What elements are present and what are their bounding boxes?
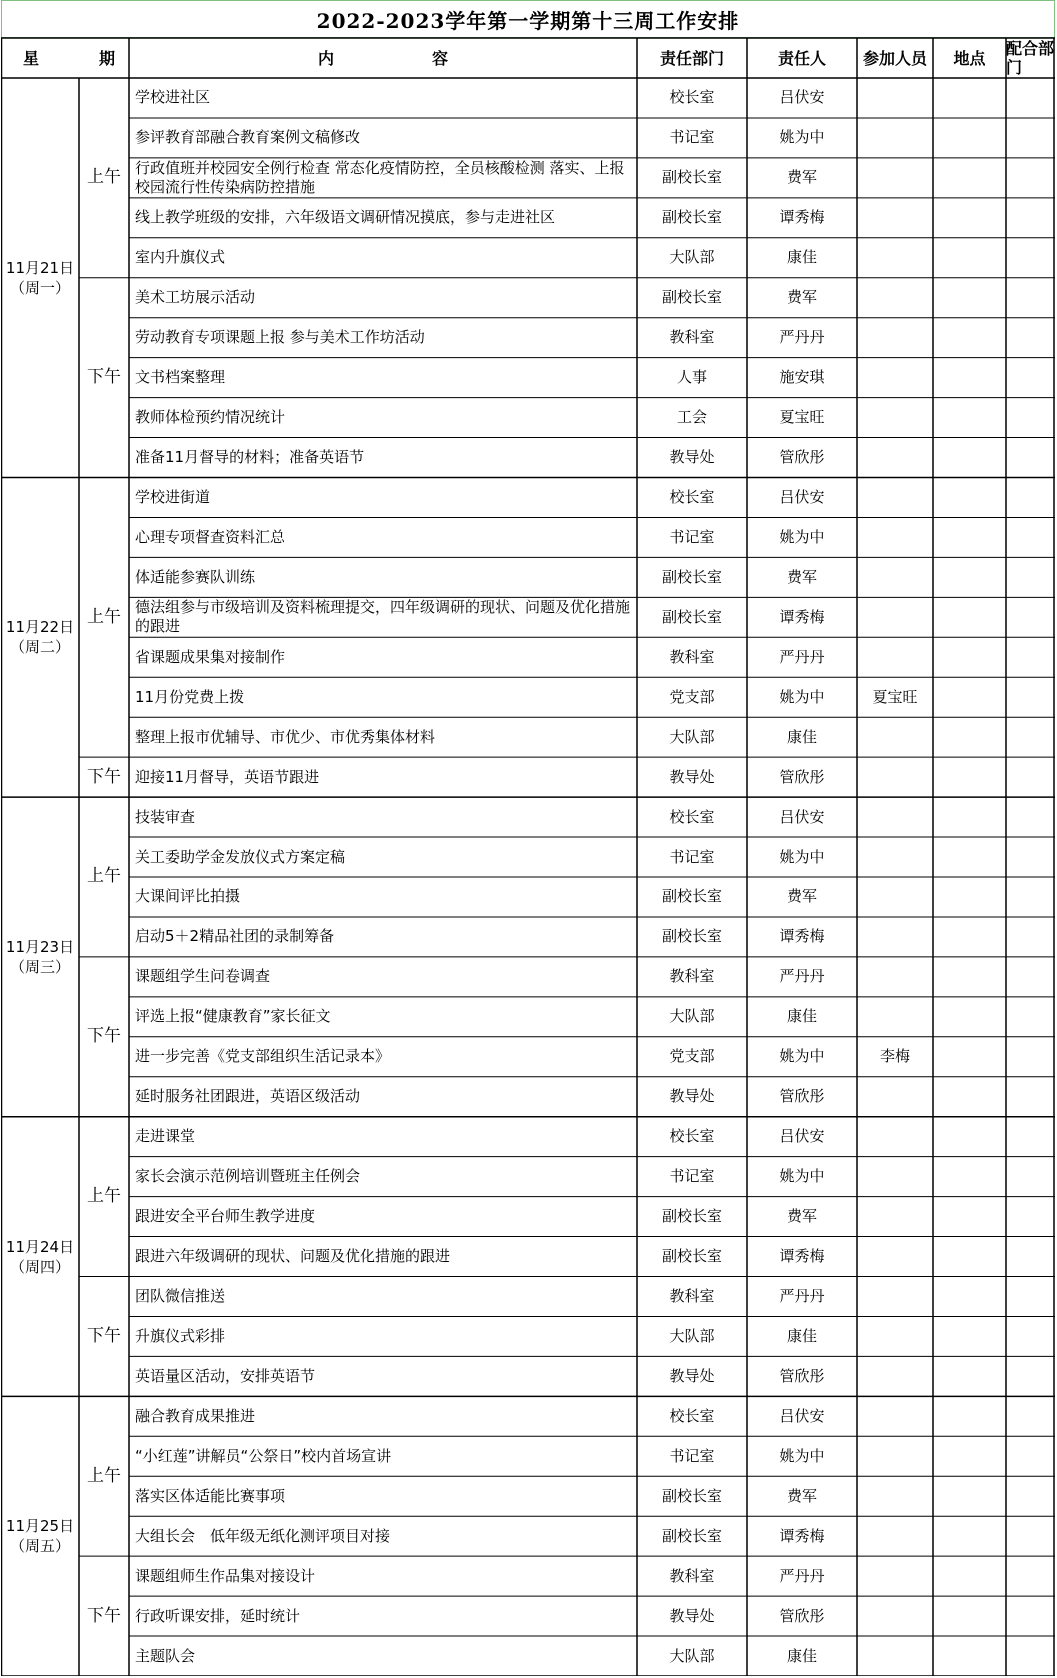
task-content: 课题组师生作品集对接设计 bbox=[135, 1566, 316, 1585]
period-label: 上午 bbox=[87, 606, 121, 627]
task-person: 夏宝旺 bbox=[779, 408, 825, 427]
task-dept: 副校长室 bbox=[661, 1207, 722, 1226]
task-content: 线上教学班级的安排，六年级语文调研情况摸底，参与走进社区 bbox=[135, 208, 556, 227]
task-person: 康佳 bbox=[786, 1007, 817, 1026]
task-person: 管欣彤 bbox=[779, 1087, 825, 1106]
task-person: 吕伏安 bbox=[779, 1406, 825, 1425]
task-person: 姚为中 bbox=[779, 687, 825, 706]
task-dept: 教科室 bbox=[669, 647, 715, 666]
task-dept: 教科室 bbox=[669, 1286, 715, 1305]
task-content: 关工委助学金发放仪式方案定稿 bbox=[135, 847, 346, 866]
day-date: 11月23日 bbox=[5, 937, 75, 956]
day-weekday: （周四） bbox=[9, 1257, 70, 1276]
day-weekday: （周五） bbox=[9, 1537, 70, 1556]
table-grid bbox=[1, 0, 1055, 1676]
day-weekday: （周二） bbox=[9, 638, 70, 657]
day-date: 11月24日 bbox=[5, 1237, 75, 1256]
task-person: 费军 bbox=[786, 887, 817, 906]
task-participants: 李梅 bbox=[879, 1047, 910, 1066]
task-dept: 书记室 bbox=[669, 1167, 715, 1186]
task-person: 费军 bbox=[786, 1486, 817, 1505]
task-content: 大组长会 低年级无纸化测评项目对接 bbox=[135, 1526, 391, 1545]
task-person: 严丹丹 bbox=[779, 647, 825, 666]
task-content: 主题队会 bbox=[135, 1646, 196, 1665]
task-person: 康佳 bbox=[786, 248, 817, 267]
task-content: 评选上报“健康教育”家长征文 bbox=[135, 1007, 331, 1026]
period-label: 下午 bbox=[87, 1605, 121, 1626]
task-content: 走进课堂 bbox=[135, 1127, 196, 1146]
task-content: 整理上报市优辅导、市优少、市优秀集体材料 bbox=[135, 727, 436, 746]
task-dept: 大队部 bbox=[669, 1326, 715, 1345]
page-title: 2022-2023学年第一学期第十三周工作安排 bbox=[1, 0, 1055, 38]
period-label: 上午 bbox=[87, 1465, 121, 1486]
day-date: 11月22日 bbox=[5, 618, 75, 637]
task-dept: 党支部 bbox=[669, 1047, 715, 1066]
task-dept: 人事 bbox=[676, 368, 707, 387]
task-content: 教师体检预约情况统计 bbox=[135, 408, 286, 427]
day-weekday: （周三） bbox=[9, 957, 70, 976]
task-dept: 书记室 bbox=[669, 847, 715, 866]
task-dept: 教科室 bbox=[669, 328, 715, 347]
period-label: 下午 bbox=[87, 766, 121, 787]
task-content: 心理专项督查资料汇总 bbox=[135, 527, 286, 546]
header-week-char-2: 期 bbox=[98, 48, 115, 68]
task-content: 行政听课安排，延时统计 bbox=[135, 1606, 301, 1625]
task-content: “小红莲”讲解员“公祭日”校内首场宣讲 bbox=[135, 1446, 392, 1465]
task-dept: 教科室 bbox=[669, 967, 715, 986]
task-content: 升旗仪式彩排 bbox=[135, 1326, 226, 1345]
header-week-char-1: 星 bbox=[23, 48, 40, 68]
task-participants: 夏宝旺 bbox=[872, 687, 918, 706]
task-content: 准备11月督导的材料；准备英语节 bbox=[135, 448, 365, 467]
task-content: 省课题成果集对接制作 bbox=[135, 647, 286, 666]
task-content: 文书档案整理 bbox=[135, 368, 226, 387]
task-dept: 校长室 bbox=[669, 1406, 715, 1425]
task-dept: 教导处 bbox=[669, 1606, 715, 1625]
task-content: 落实区体适能比赛事项 bbox=[135, 1486, 286, 1505]
task-person: 吕伏安 bbox=[779, 487, 825, 506]
task-content: 劳动教育专项课题上报 参与美术工作坊活动 bbox=[135, 328, 425, 347]
task-content: 体适能参赛队训练 bbox=[135, 567, 256, 586]
header-coop: 配合部门 bbox=[1006, 39, 1055, 77]
task-content: 美术工坊展示活动 bbox=[135, 288, 256, 307]
task-dept: 教导处 bbox=[669, 448, 715, 467]
task-dept: 书记室 bbox=[669, 1446, 715, 1465]
task-person: 吕伏安 bbox=[779, 88, 825, 107]
task-dept: 大队部 bbox=[669, 727, 715, 746]
task-dept: 副校长室 bbox=[661, 927, 722, 946]
task-person: 施安琪 bbox=[779, 368, 825, 387]
day-date: 11月25日 bbox=[5, 1517, 75, 1536]
task-person: 费军 bbox=[786, 168, 817, 187]
header-person: 责任人 bbox=[777, 48, 826, 68]
task-person: 吕伏安 bbox=[779, 807, 825, 826]
task-dept: 校长室 bbox=[669, 807, 715, 826]
task-content: 融合教育成果推进 bbox=[135, 1406, 256, 1425]
task-person: 费军 bbox=[786, 1207, 817, 1226]
task-person: 费军 bbox=[786, 288, 817, 307]
task-person: 姚为中 bbox=[779, 1446, 825, 1465]
header-participants: 参加人员 bbox=[862, 48, 927, 68]
task-person: 康佳 bbox=[786, 1646, 817, 1665]
header-content-char-1: 内 bbox=[317, 48, 334, 68]
task-dept: 副校长室 bbox=[661, 887, 722, 906]
day-weekday: （周一） bbox=[9, 278, 70, 297]
task-dept: 大队部 bbox=[669, 1007, 715, 1026]
task-person: 管欣彤 bbox=[779, 448, 825, 467]
task-content: 跟进六年级调研的现状、问题及优化措施的跟进 bbox=[135, 1247, 451, 1266]
task-content: 进一步完善《党支部组织生活记录本》 bbox=[135, 1047, 391, 1066]
task-dept: 书记室 bbox=[669, 527, 715, 546]
task-content: 家长会演示范例培训暨班主任例会 bbox=[135, 1167, 361, 1186]
task-person: 姚为中 bbox=[779, 847, 825, 866]
task-content: 学校进社区 bbox=[135, 88, 211, 107]
day-date: 11月21日 bbox=[5, 258, 75, 277]
task-person: 严丹丹 bbox=[779, 328, 825, 347]
task-person: 严丹丹 bbox=[779, 967, 825, 986]
task-content: 技装审查 bbox=[135, 807, 196, 826]
task-dept: 副校长室 bbox=[661, 1526, 722, 1545]
task-content: 英语量区活动，安排英语节 bbox=[135, 1366, 316, 1385]
task-dept: 副校长室 bbox=[661, 168, 722, 187]
task-person: 康佳 bbox=[786, 1326, 817, 1345]
task-content: 德法组参与市级培训及资料梳理提交，四年级调研的现状、问题及优化措施的跟进 bbox=[135, 598, 631, 636]
task-dept: 大队部 bbox=[669, 248, 715, 267]
period-label: 上午 bbox=[87, 866, 121, 887]
task-dept: 校长室 bbox=[669, 487, 715, 506]
task-person: 姚为中 bbox=[779, 1167, 825, 1186]
task-person: 谭秀梅 bbox=[779, 607, 825, 626]
header-content-char-2: 容 bbox=[431, 48, 448, 68]
task-dept: 书记室 bbox=[669, 128, 715, 147]
header-location: 地点 bbox=[953, 48, 986, 68]
period-label: 上午 bbox=[87, 167, 121, 188]
task-content: 学校进街道 bbox=[135, 487, 211, 506]
task-dept: 大队部 bbox=[669, 1646, 715, 1665]
task-person: 吕伏安 bbox=[779, 1127, 825, 1146]
task-person: 严丹丹 bbox=[779, 1566, 825, 1585]
task-person: 姚为中 bbox=[779, 128, 825, 147]
task-content: 课题组学生问卷调查 bbox=[135, 967, 271, 986]
task-dept: 校长室 bbox=[669, 1127, 715, 1146]
task-dept: 教导处 bbox=[669, 1366, 715, 1385]
task-person: 管欣彤 bbox=[779, 1606, 825, 1625]
task-content: 参评教育部融合教育案例文稿修改 bbox=[135, 128, 361, 147]
task-person: 管欣彤 bbox=[779, 1366, 825, 1385]
task-dept: 校长室 bbox=[669, 88, 715, 107]
task-dept: 教导处 bbox=[669, 1087, 715, 1106]
task-person: 姚为中 bbox=[779, 527, 825, 546]
task-content: 延时服务社团跟进，英语区级活动 bbox=[135, 1087, 361, 1106]
period-label: 上午 bbox=[87, 1186, 121, 1207]
schedule-sheet bbox=[1, 0, 1055, 1676]
task-person: 费军 bbox=[786, 567, 817, 586]
period-label: 下午 bbox=[87, 1026, 121, 1047]
task-content: 团队微信推送 bbox=[135, 1286, 226, 1305]
task-person: 严丹丹 bbox=[779, 1286, 825, 1305]
task-person: 谭秀梅 bbox=[779, 208, 825, 227]
task-person: 谭秀梅 bbox=[779, 927, 825, 946]
task-person: 姚为中 bbox=[779, 1047, 825, 1066]
task-person: 康佳 bbox=[786, 727, 817, 746]
task-dept: 副校长室 bbox=[661, 1247, 722, 1266]
task-content: 迎接11月督导，英语节跟进 bbox=[135, 767, 320, 786]
task-dept: 党支部 bbox=[669, 687, 715, 706]
task-content: 室内升旗仪式 bbox=[135, 248, 226, 267]
task-content: 启动5＋2精品社团的录制筹备 bbox=[135, 927, 335, 946]
task-dept: 工会 bbox=[676, 408, 707, 427]
task-content: 跟进安全平台师生教学进度 bbox=[135, 1207, 316, 1226]
task-dept: 教导处 bbox=[669, 767, 715, 786]
task-person: 谭秀梅 bbox=[779, 1247, 825, 1266]
task-dept: 副校长室 bbox=[661, 1486, 722, 1505]
task-dept: 教科室 bbox=[669, 1566, 715, 1585]
task-person: 谭秀梅 bbox=[779, 1526, 825, 1545]
task-content: 11月份党费上拨 bbox=[135, 687, 245, 706]
header-dept: 责任部门 bbox=[659, 48, 724, 68]
task-dept: 副校长室 bbox=[661, 208, 722, 227]
task-dept: 副校长室 bbox=[661, 288, 722, 307]
task-content: 大课间评比拍摄 bbox=[135, 887, 241, 906]
task-person: 管欣彤 bbox=[779, 767, 825, 786]
period-label: 下午 bbox=[87, 1325, 121, 1346]
task-dept: 副校长室 bbox=[661, 567, 722, 586]
task-content: 行政值班并校园安全例行检查 常态化疫情防控，全员核酸检测 落实、上报校园流行性传染病防控措施 bbox=[135, 158, 625, 196]
period-label: 下午 bbox=[87, 367, 121, 388]
task-dept: 副校长室 bbox=[661, 607, 722, 626]
